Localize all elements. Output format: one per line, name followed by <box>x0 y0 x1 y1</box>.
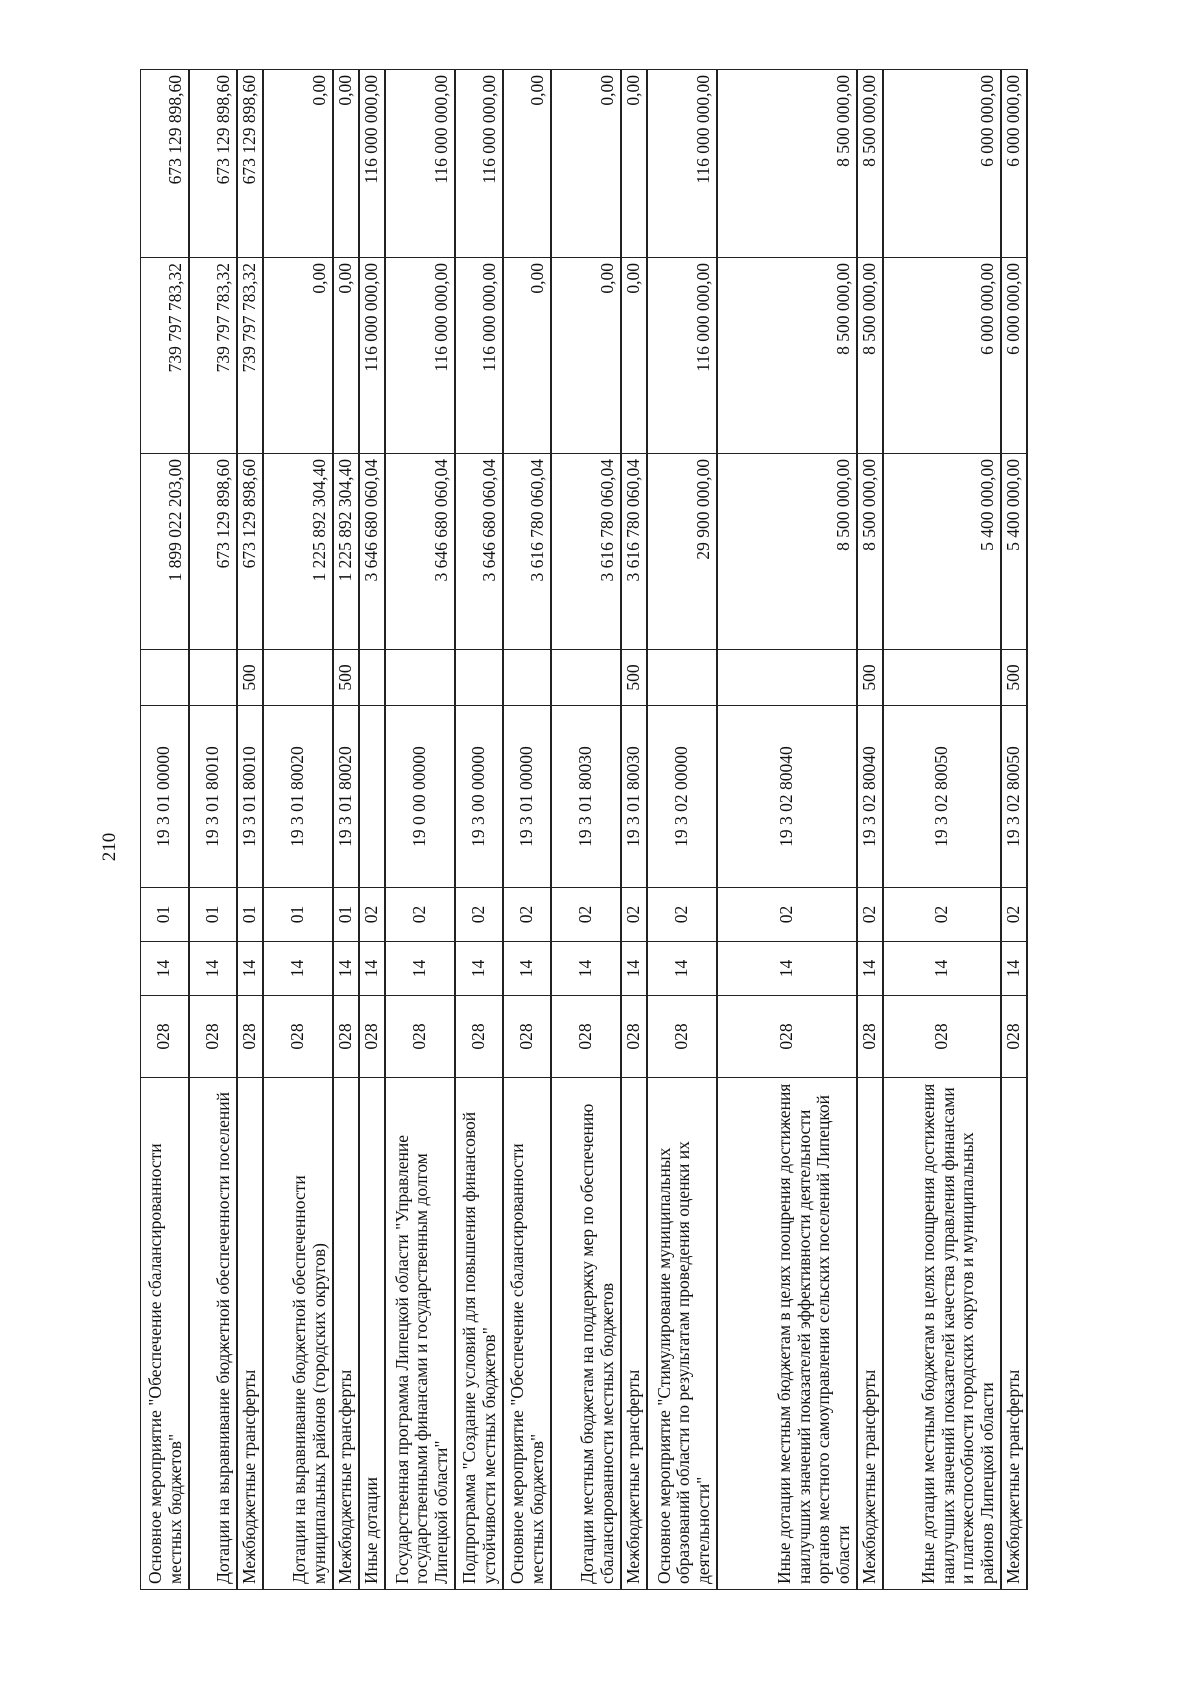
row-target-code: 19 3 01 80030 <box>551 706 621 888</box>
row-amount-1: 8 500 000,00 <box>717 454 857 650</box>
row-amount-1: 3 616 780 060,04 <box>551 454 621 650</box>
row-amount-1: 673 129 898,60 <box>237 454 263 650</box>
row-name: Дотации на выравнивание бюджетной обеспеченности поселений <box>189 1078 237 1590</box>
row-expense-type: 500 <box>621 650 647 706</box>
row-subsection-code: 02 <box>717 888 857 942</box>
row-expense-type: 500 <box>857 650 883 706</box>
row-amount-3: 116 000 000,00 <box>647 70 717 258</box>
row-amount-1: 3 646 680 060,04 <box>455 454 503 650</box>
row-name: Основное мероприятие "Стимулирование муниципальных образований области по результатам проведения оценки их деятельности" <box>647 1078 717 1590</box>
row-amount-1: 1 899 022 203,00 <box>141 454 189 650</box>
row-amount-1: 3 646 680 060,04 <box>385 454 455 650</box>
row-admin-code: 028 <box>1001 996 1027 1078</box>
row-name: Государственная программа Липецкой области "Управление государственными финансами и государственным долгом Липецкой области" <box>385 1078 455 1590</box>
row-admin-code: 028 <box>551 996 621 1078</box>
row-expense-type <box>717 650 857 706</box>
table-body <box>141 70 1027 1590</box>
row-target-code: 19 3 02 80050 <box>1001 706 1027 888</box>
row-subsection-code: 02 <box>647 888 717 942</box>
row-name: Межбюджетные трансферты <box>1001 1078 1027 1590</box>
table-row <box>385 70 455 1590</box>
row-expense-type <box>647 650 717 706</box>
row-admin-code: 028 <box>717 996 857 1078</box>
budget-table-container <box>140 70 1028 1590</box>
row-subsection-code: 02 <box>883 888 1001 942</box>
row-section-code: 14 <box>189 942 237 996</box>
row-name: Иные дотации <box>359 1078 385 1590</box>
row-subsection-code: 02 <box>455 888 503 942</box>
row-target-code: 19 3 01 80010 <box>237 706 263 888</box>
table-row <box>455 70 503 1590</box>
page-number: 210 <box>99 832 120 862</box>
row-amount-3: 673 129 898,60 <box>141 70 189 258</box>
row-amount-2: 8 500 000,00 <box>717 258 857 454</box>
row-target-code: 19 3 02 00000 <box>647 706 717 888</box>
row-admin-code: 028 <box>883 996 1001 1078</box>
row-expense-type: 500 <box>333 650 359 706</box>
row-amount-3: 0,00 <box>263 70 333 258</box>
table-row <box>883 70 1001 1590</box>
row-amount-3: 0,00 <box>333 70 359 258</box>
row-name: Основное мероприятие "Обеспечение сбалансированности местных бюджетов" <box>141 1078 189 1590</box>
row-name: Основное мероприятие "Обеспечение сбалансированности местных бюджетов" <box>503 1078 551 1590</box>
row-expense-type <box>359 650 385 706</box>
row-expense-type <box>883 650 1001 706</box>
row-section-code: 14 <box>717 942 857 996</box>
row-section-code: 14 <box>883 942 1001 996</box>
row-section-code: 14 <box>621 942 647 996</box>
row-admin-code: 028 <box>621 996 647 1078</box>
row-section-code: 14 <box>333 942 359 996</box>
row-target-code: 19 3 01 80030 <box>621 706 647 888</box>
row-amount-1: 1 225 892 304,40 <box>333 454 359 650</box>
row-amount-2: 0,00 <box>621 258 647 454</box>
row-section-code: 14 <box>857 942 883 996</box>
row-admin-code: 028 <box>857 996 883 1078</box>
row-subsection-code: 02 <box>1001 888 1027 942</box>
row-amount-2: 0,00 <box>263 258 333 454</box>
row-target-code: 19 3 01 00000 <box>141 706 189 888</box>
row-amount-2: 739 797 783,32 <box>189 258 237 454</box>
row-section-code: 14 <box>385 942 455 996</box>
row-subsection-code: 01 <box>333 888 359 942</box>
row-expense-type <box>385 650 455 706</box>
row-admin-code: 028 <box>237 996 263 1078</box>
row-section-code: 14 <box>503 942 551 996</box>
row-name: Межбюджетные трансферты <box>621 1078 647 1590</box>
row-amount-2: 739 797 783,32 <box>237 258 263 454</box>
row-subsection-code: 02 <box>551 888 621 942</box>
table-row <box>263 70 333 1590</box>
row-amount-1: 8 500 000,00 <box>857 454 883 650</box>
row-target-code <box>359 706 385 888</box>
row-amount-3: 0,00 <box>503 70 551 258</box>
row-admin-code: 028 <box>385 996 455 1078</box>
row-amount-1: 5 400 000,00 <box>883 454 1001 650</box>
row-section-code: 14 <box>237 942 263 996</box>
row-subsection-code: 02 <box>503 888 551 942</box>
row-section-code: 14 <box>647 942 717 996</box>
row-admin-code: 028 <box>359 996 385 1078</box>
row-subsection-code: 02 <box>621 888 647 942</box>
row-admin-code: 028 <box>455 996 503 1078</box>
row-target-code: 19 3 00 00000 <box>455 706 503 888</box>
row-amount-3: 8 500 000,00 <box>717 70 857 258</box>
row-expense-type <box>189 650 237 706</box>
row-amount-3: 6 000 000,00 <box>1001 70 1027 258</box>
row-name: Иные дотации местным бюджетам в целях поощрения достижения наилучших значений показателей эффективности деятельности органов местного самоуправления сельских поселений Липецкой области <box>717 1078 857 1590</box>
row-subsection-code: 01 <box>141 888 189 942</box>
table-row <box>333 70 359 1590</box>
row-amount-3: 116 000 000,00 <box>385 70 455 258</box>
row-target-code: 19 3 02 80040 <box>857 706 883 888</box>
row-name: Межбюджетные трансферты <box>333 1078 359 1590</box>
row-admin-code: 028 <box>141 996 189 1078</box>
table-row <box>857 70 883 1590</box>
row-amount-3: 0,00 <box>551 70 621 258</box>
row-name: Дотации на выравнивание бюджетной обеспеченности муниципальных районов (городских округов) <box>263 1078 333 1590</box>
row-subsection-code: 01 <box>189 888 237 942</box>
row-target-code: 19 3 01 80010 <box>189 706 237 888</box>
row-admin-code: 028 <box>189 996 237 1078</box>
table-row <box>359 70 385 1590</box>
table-row <box>551 70 621 1590</box>
row-target-code: 19 3 02 80050 <box>883 706 1001 888</box>
row-expense-type: 500 <box>237 650 263 706</box>
row-section-code: 14 <box>455 942 503 996</box>
row-subsection-code: 02 <box>385 888 455 942</box>
row-admin-code: 028 <box>503 996 551 1078</box>
row-subsection-code: 01 <box>263 888 333 942</box>
row-amount-3: 8 500 000,00 <box>857 70 883 258</box>
row-amount-2: 116 000 000,00 <box>455 258 503 454</box>
row-expense-type <box>503 650 551 706</box>
row-amount-1: 1 225 892 304,40 <box>263 454 333 650</box>
row-amount-2: 0,00 <box>551 258 621 454</box>
row-section-code: 14 <box>359 942 385 996</box>
row-amount-1: 673 129 898,60 <box>189 454 237 650</box>
table-row <box>189 70 237 1590</box>
row-expense-type <box>263 650 333 706</box>
row-amount-2: 6 000 000,00 <box>883 258 1001 454</box>
row-amount-2: 739 797 783,32 <box>141 258 189 454</box>
row-target-code: 19 0 00 00000 <box>385 706 455 888</box>
table-row <box>647 70 717 1590</box>
row-amount-3: 0,00 <box>621 70 647 258</box>
row-target-code: 19 3 01 00000 <box>503 706 551 888</box>
row-target-code: 19 3 01 80020 <box>263 706 333 888</box>
row-admin-code: 028 <box>263 996 333 1078</box>
row-target-code: 19 3 02 80040 <box>717 706 857 888</box>
table-row <box>141 70 189 1590</box>
row-section-code: 14 <box>141 942 189 996</box>
row-name: Иные дотации местным бюджетам в целях поощрения достижения наилучших значений показателей качества управления финансами и платежеспособности городских округов и муниципальных районов Липецкой области <box>883 1078 1001 1590</box>
row-name: Межбюджетные трансферты <box>237 1078 263 1590</box>
row-amount-1: 29 900 000,00 <box>647 454 717 650</box>
row-amount-1: 3 616 780 060,04 <box>503 454 551 650</box>
table-row <box>503 70 551 1590</box>
budget-table <box>140 69 1028 1590</box>
table-row <box>237 70 263 1590</box>
row-amount-1: 3 646 680 060,04 <box>359 454 385 650</box>
row-target-code: 19 3 01 80020 <box>333 706 359 888</box>
row-expense-type <box>141 650 189 706</box>
row-expense-type <box>551 650 621 706</box>
table-row <box>621 70 647 1590</box>
row-amount-3: 6 000 000,00 <box>883 70 1001 258</box>
table-row <box>717 70 857 1590</box>
row-section-code: 14 <box>551 942 621 996</box>
row-amount-2: 0,00 <box>503 258 551 454</box>
row-expense-type <box>455 650 503 706</box>
row-section-code: 14 <box>263 942 333 996</box>
row-subsection-code: 02 <box>857 888 883 942</box>
row-name: Межбюджетные трансферты <box>857 1078 883 1590</box>
row-expense-type: 500 <box>1001 650 1027 706</box>
row-subsection-code: 02 <box>359 888 385 942</box>
row-amount-2: 8 500 000,00 <box>857 258 883 454</box>
row-amount-1: 5 400 000,00 <box>1001 454 1027 650</box>
row-amount-3: 673 129 898,60 <box>189 70 237 258</box>
row-admin-code: 028 <box>647 996 717 1078</box>
row-subsection-code: 01 <box>237 888 263 942</box>
row-amount-3: 116 000 000,00 <box>455 70 503 258</box>
row-amount-2: 0,00 <box>333 258 359 454</box>
row-name: Дотации местным бюджетам на поддержку мер по обеспечению сбалансированности местных бюджетов <box>551 1078 621 1590</box>
row-amount-3: 116 000 000,00 <box>359 70 385 258</box>
row-amount-2: 116 000 000,00 <box>647 258 717 454</box>
row-name: Подпрограмма "Создание условий для повышения финансовой устойчивости местных бюджетов" <box>455 1078 503 1590</box>
row-amount-2: 6 000 000,00 <box>1001 258 1027 454</box>
row-amount-1: 3 616 780 060,04 <box>621 454 647 650</box>
row-admin-code: 028 <box>333 996 359 1078</box>
row-section-code: 14 <box>1001 942 1027 996</box>
table-row <box>1001 70 1027 1590</box>
row-amount-2: 116 000 000,00 <box>359 258 385 454</box>
row-amount-3: 673 129 898,60 <box>237 70 263 258</box>
row-amount-2: 116 000 000,00 <box>385 258 455 454</box>
